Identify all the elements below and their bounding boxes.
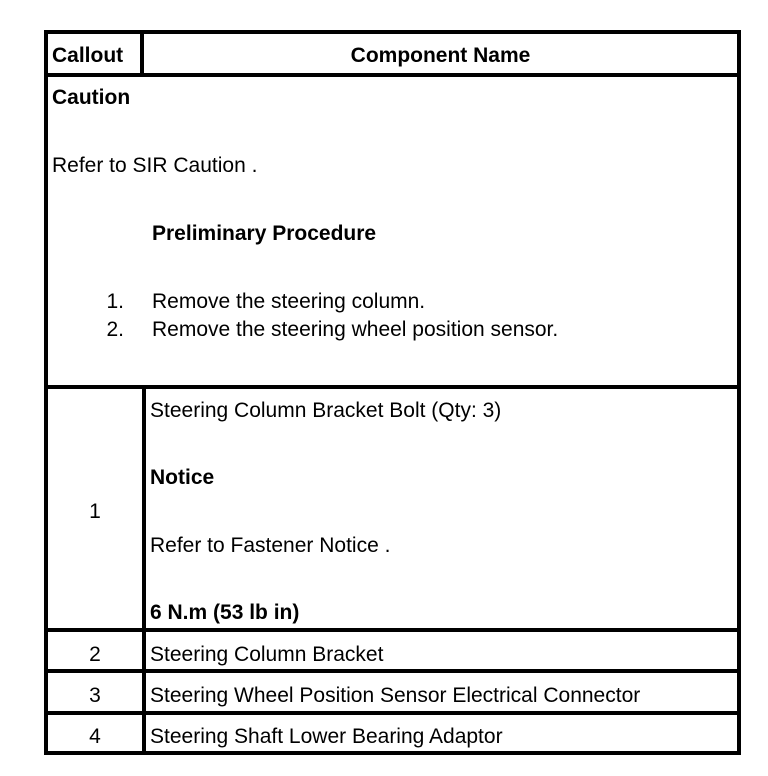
caution-heading: Caution (52, 86, 131, 109)
caution-text: Refer to SIR Caution . (52, 154, 258, 177)
step-number: 1. (106, 290, 124, 313)
notice-text: Refer to Fastener Notice . (150, 534, 391, 557)
component-table (44, 30, 741, 755)
callout-number: 1 (89, 500, 101, 523)
callout-number: 4 (89, 725, 101, 748)
callout-number: 3 (89, 684, 101, 707)
step-number: 2. (106, 318, 124, 341)
component-name: Steering Shaft Lower Bearing Adaptor (150, 725, 503, 748)
torque-spec: 6 N.m (53 lb in) (150, 601, 300, 624)
component-name: Steering Wheel Position Sensor Electrical Connector (150, 684, 641, 707)
row3-divider (48, 711, 737, 715)
notice-heading: Notice (150, 466, 215, 489)
callout-number: 2 (89, 643, 101, 666)
row1-divider (48, 628, 737, 632)
callout-header: Callout (52, 44, 124, 67)
rows-column-divider (142, 385, 146, 755)
component-name: Steering Column Bracket (150, 643, 384, 666)
step-text: Remove the steering wheel position sensor. (152, 318, 559, 341)
component-name: Steering Column Bracket Bolt (Qty: 3) (150, 399, 502, 422)
row2-divider (48, 669, 737, 673)
caution-divider (48, 385, 737, 389)
component-name-header: Component Name (350, 44, 531, 67)
step-text: Remove the steering column. (152, 290, 426, 313)
header-divider (48, 73, 737, 77)
preliminary-procedure-heading: Preliminary Procedure (152, 222, 377, 245)
